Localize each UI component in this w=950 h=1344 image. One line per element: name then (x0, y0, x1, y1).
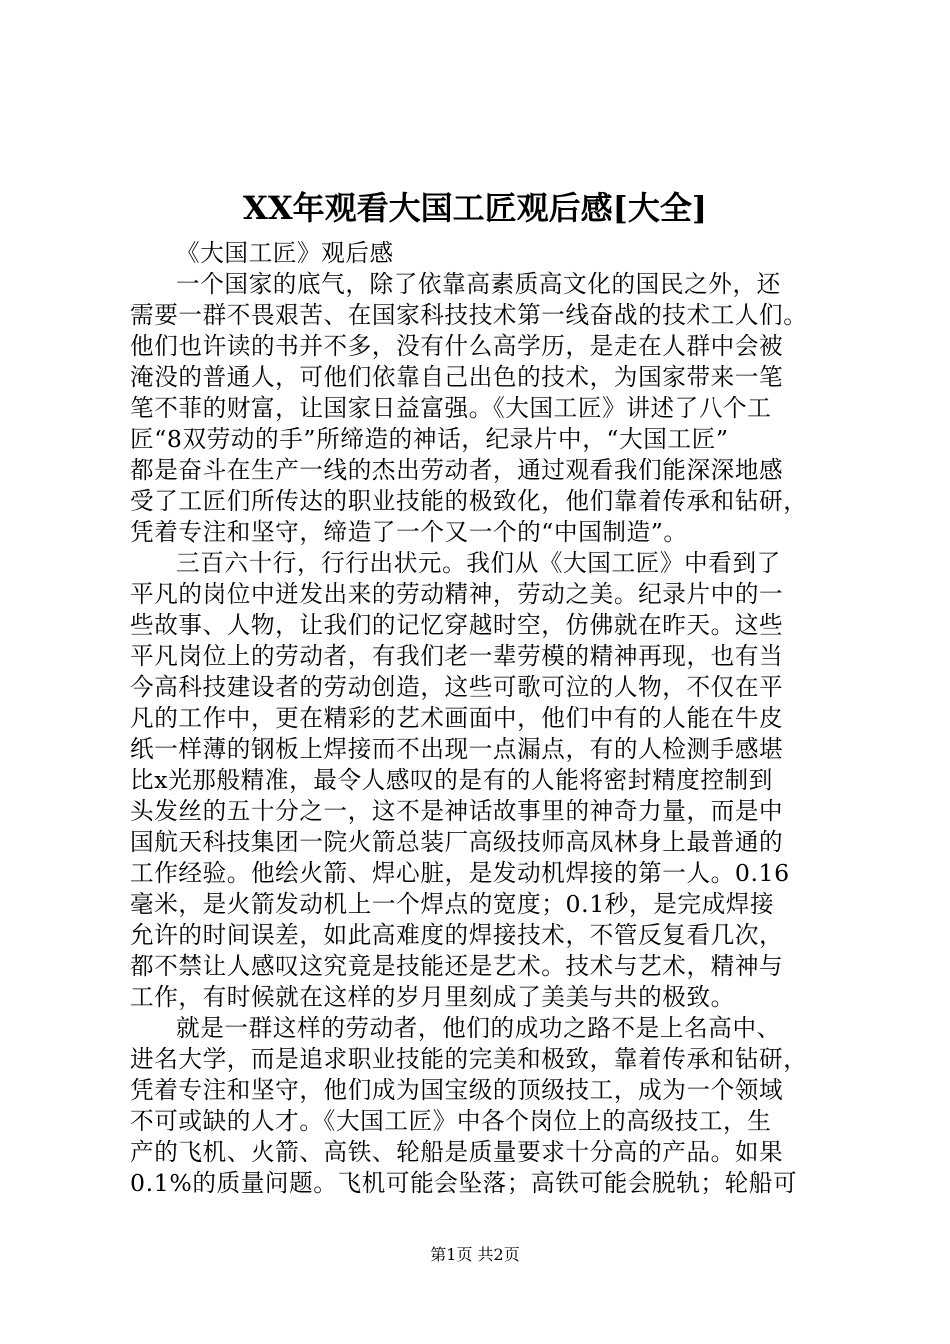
paragraph-line: 些故事、人物，让我们的记忆穿越时空，仿佛就在昨天。这些 (130, 611, 784, 639)
page-number-footer: 第1页 共2页 (430, 1245, 520, 1264)
paragraph-line: 匠“8双劳动的手”所缔造的神话，纪录片中，“大国工匠” (130, 425, 729, 453)
document-body (130, 238, 845, 1199)
paragraph-line: 三百六十行，行行出状元。我们从《大国工匠》中看到了 (176, 549, 781, 577)
paragraph-line: 受了工匠们所传达的职业技能的极致化，他们靠着传承和钻研， (130, 487, 808, 515)
paragraph-line: 凭着专注和坚守，他们成为国宝级的顶级技工，成为一个领域 (130, 1076, 784, 1104)
paragraph-line: 就是一群这样的劳动者，他们的成功之路不是上名高中、 (176, 1014, 781, 1042)
paragraph-line: 工作，有时候就在这样的岁月里刻成了美美与共的极致。 (130, 983, 735, 1011)
document-title: XX年观看大国工匠观后感[大全] (243, 189, 707, 227)
paragraph-line: 笔不菲的财富，让国家日益富强。《大国工匠》讲述了八个工 (130, 394, 772, 422)
paragraph-line: 平凡的岗位中迸发出来的劳动精神，劳动之美。纪录片中的一 (130, 580, 784, 608)
paragraph-line: 头发丝的五十分之一，这不是神话故事里的神奇力量，而是中 (130, 797, 784, 825)
paragraph-line: 工作经验。他绘火箭、焊心脏，是发动机焊接的第一人。0.16 (130, 859, 790, 887)
paragraph-line: 国航天科技集团一院火箭总装厂高级技师高凤林身上最普通的 (130, 828, 784, 856)
paragraph-line: 凡的工作中，更在精彩的艺术画面中，他们中有的人能在牛皮 (130, 704, 784, 732)
paragraph-line: 平凡岗位上的劳动者，有我们老一辈劳模的精神再现，也有当 (130, 642, 784, 670)
paragraph-line: 今高科技建设者的劳动创造，这些可歌可泣的人物，不仅在平 (130, 673, 784, 701)
paragraph-line: 需要一群不畏艰苦、在国家科技技术第一线奋战的技术工人们。 (130, 301, 808, 329)
paragraph-line: 允许的时间误差，如此高难度的焊接技术，不管反复看几次， (130, 921, 784, 949)
paragraph-line: 比x光那般精准，最令人感叹的是有的人能将密封精度控制到 (130, 766, 773, 794)
paragraph-line: 淹没的普通人，可他们依靠自己出色的技术，为国家带来一笔 (130, 363, 784, 391)
paragraph-line: 都不禁让人感叹这究竟是技能还是艺术。技术与艺术，精神与 (130, 952, 784, 980)
paragraph-line: 凭着专注和坚守，缔造了一个又一个的“中国制造”。 (130, 518, 688, 546)
paragraph-line: 都是奋斗在生产一线的杰出劳动者，通过观看我们能深深地感 (130, 456, 784, 484)
paragraph-line: 不可或缺的人才。《大国工匠》中各个岗位上的高级技工，生 (130, 1107, 772, 1135)
paragraph-line: 产的飞机、火箭、高铁、轮船是质量要求十分高的产品。如果 (130, 1138, 784, 1166)
paragraph-line: 进名大学，而是追求职业技能的完美和极致，靠着传承和钻研， (130, 1045, 808, 1073)
paragraph-line: 他们也许读的书并不多，没有什么高学历，是走在人群中会被 (130, 332, 784, 360)
paragraph-line: 毫米，是火箭发动机上一个焊点的宽度；0.1秒，是完成焊接 (130, 890, 775, 918)
paragraph-line: 一个国家的底气，除了依靠高素质高文化的国民之外，还 (176, 270, 781, 298)
paragraph-line: 0.1%的质量问题。飞机可能会坠落；高铁可能会脱轨；轮船可 (130, 1169, 798, 1197)
subtitle-line: 《大国工匠》观后感 (176, 239, 394, 267)
paragraph-line: 纸一样薄的钢板上焊接而不出现一点漏点，有的人检测手感堪 (130, 735, 784, 763)
